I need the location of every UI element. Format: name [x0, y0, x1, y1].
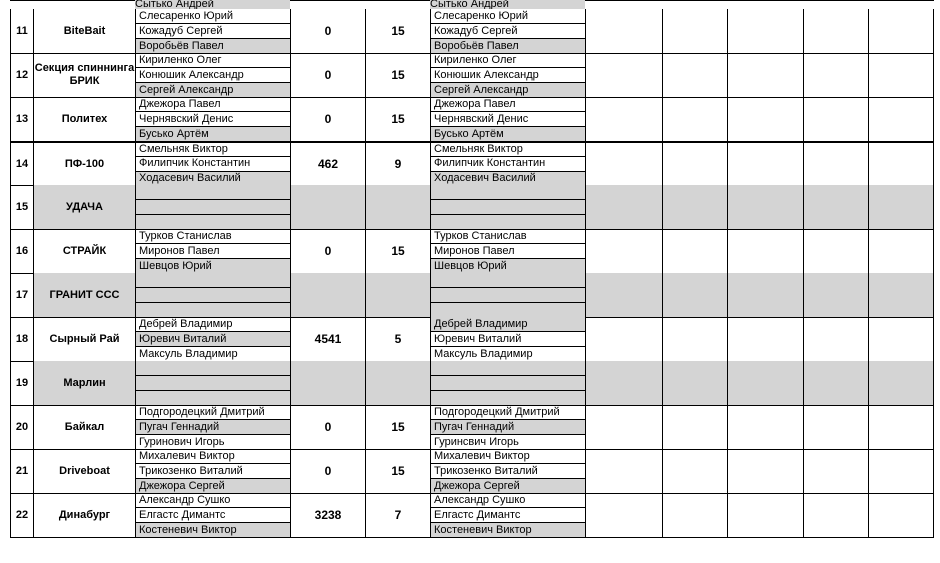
empty-cell: [728, 97, 804, 141]
team-row: [10, 449, 934, 494]
empty-cell: [728, 229, 804, 273]
row-number: 22: [11, 493, 34, 537]
empty-cell: [869, 361, 933, 405]
members-left: [136, 405, 291, 449]
empty-cell: [804, 405, 869, 449]
empty-cell: [663, 53, 728, 97]
row-number: 11: [11, 9, 34, 53]
member-name: Джежора Сергей: [431, 479, 585, 493]
member-name: [431, 215, 585, 229]
members-left: [136, 229, 291, 273]
member-name: Юревич Виталий: [431, 332, 585, 347]
empty-cell: [586, 97, 663, 141]
member-name: Турков Станислав: [431, 229, 585, 244]
member-name: [431, 376, 585, 391]
empty-cell: [728, 9, 804, 53]
member-name: Бусько Артём: [431, 127, 585, 141]
member-name: Елгастс Димантс: [136, 508, 290, 523]
member-name: Воробьёв Павел: [136, 39, 290, 53]
member-name: Ходасевич Василий: [136, 172, 290, 185]
member-name: [431, 361, 585, 376]
team-name: BiteBait: [34, 9, 136, 53]
member-name: Александр Сушко: [136, 493, 290, 508]
empty-cell: [869, 229, 933, 273]
empty-cell: [663, 143, 728, 185]
member-name: [136, 361, 290, 376]
member-name: [136, 391, 290, 405]
member-name: Елгастс Димантс: [431, 508, 585, 523]
member-name: Смельняк Виктор: [136, 143, 290, 157]
member-name: Кожадуб Сергей: [136, 24, 290, 39]
score-value: [291, 185, 366, 229]
team-name: Сырный Рай: [34, 317, 136, 361]
empty-cell: [663, 361, 728, 405]
team-row: [10, 361, 934, 406]
empty-cell: [869, 9, 933, 53]
row-number: 17: [11, 273, 34, 317]
row-number: 18: [11, 317, 34, 361]
members-right: [431, 9, 586, 53]
member-name: [431, 303, 585, 317]
member-name: Чернявский Денис: [136, 112, 290, 127]
member-name: Сергей Александр: [431, 83, 585, 97]
score-value: 3238: [291, 493, 366, 537]
member-name: Гуринович Игорь: [139, 435, 225, 448]
empty-cell: [728, 317, 804, 361]
empty-cell: [586, 405, 663, 449]
member-name: Трикозенко Виталий: [136, 464, 290, 479]
empty-cell: [869, 143, 933, 185]
team-name: ПФ-100: [34, 143, 136, 185]
empty-cell: [804, 9, 869, 53]
empty-cell: [869, 273, 933, 317]
members-left: [136, 9, 291, 53]
score-value: 0: [291, 53, 366, 97]
members-right: [431, 97, 586, 141]
member-name: Чернявский Денис: [431, 112, 585, 127]
team-name: Секция спиннинга БРИК: [34, 53, 136, 97]
member-name: [431, 185, 585, 200]
empty-cell: [869, 53, 933, 97]
empty-cell: [804, 449, 869, 493]
place-value: [366, 273, 431, 317]
empty-cell: [586, 449, 663, 493]
member-name: Бусько Артём: [136, 127, 290, 141]
empty-cell: [728, 53, 804, 97]
team-row: [10, 273, 934, 318]
team-name: УДАЧА: [34, 185, 136, 229]
empty-cell: [663, 273, 728, 317]
member-name: [136, 200, 290, 215]
team-row: [10, 53, 934, 98]
team-row: [10, 317, 934, 362]
place-value: 7: [366, 493, 431, 537]
row-number: 16: [11, 229, 34, 273]
row-number: 13: [11, 97, 34, 141]
score-value: [291, 273, 366, 317]
team-name: Политех: [34, 97, 136, 141]
empty-cell: [728, 143, 804, 185]
empty-cell: [804, 53, 869, 97]
empty-cell: [586, 361, 663, 405]
score-value: 0: [291, 9, 366, 53]
score-value: 4541: [291, 317, 366, 361]
team-row: [10, 405, 934, 450]
team-row: [10, 493, 934, 538]
empty-cell: [869, 405, 933, 449]
members-left: [136, 185, 291, 229]
member-name: Кириленко Олег: [136, 53, 290, 68]
empty-cell: [586, 143, 663, 185]
empty-cell: [728, 405, 804, 449]
place-value: 9: [366, 143, 431, 185]
members-right: [431, 361, 586, 405]
members-right: [431, 405, 586, 449]
empty-cell: [804, 361, 869, 405]
members-right: [431, 273, 586, 317]
member-name: Ходасевич Василий: [431, 172, 585, 185]
members-right: [431, 143, 586, 185]
empty-cell: [663, 493, 728, 537]
team-name: Байкал: [34, 405, 136, 449]
team-row: [10, 97, 934, 142]
member-name: Смельняк Виктор: [431, 143, 585, 157]
team-name: Driveboat: [34, 449, 136, 493]
member-name: Шевцов Юрий: [136, 259, 290, 273]
member-name: Джежора Павел: [431, 97, 585, 112]
member-name: Джежора Сергей: [136, 479, 290, 493]
row-number: 21: [11, 449, 34, 493]
members-right: [431, 185, 586, 229]
row-number: 15: [11, 185, 34, 229]
team-row: [10, 185, 934, 230]
empty-cell: [663, 405, 728, 449]
row-number: 12: [11, 53, 34, 97]
score-value: 0: [291, 97, 366, 141]
empty-cell: [804, 273, 869, 317]
empty-cell: [586, 493, 663, 537]
member-name: Воробьёв Павел: [431, 39, 585, 53]
members-left: [136, 53, 291, 97]
member-name: Костеневич Виктор: [431, 523, 585, 537]
team-row: [10, 141, 934, 186]
member-name: [431, 391, 585, 405]
empty-cell: [804, 143, 869, 185]
empty-cell: [869, 317, 933, 361]
member-name: Джежора Павел: [136, 97, 290, 112]
empty-cell: [663, 9, 728, 53]
partial-name-right: Сытько Андрей: [430, 0, 585, 9]
member-name: Кожадуб Сергей: [431, 24, 585, 39]
member-name: [136, 303, 290, 317]
empty-cell: [869, 185, 933, 229]
member-name: Миронов Павел: [136, 244, 290, 259]
members-left: [136, 493, 291, 537]
partial-name-left: Сытько Андрей: [135, 0, 290, 9]
score-value: 0: [291, 229, 366, 273]
members-right: [431, 229, 586, 273]
empty-cell: [728, 493, 804, 537]
member-name: Турков Станислав: [136, 229, 290, 244]
empty-cell: [663, 229, 728, 273]
member-name: Подгородецкий Дмитрий: [431, 405, 585, 420]
members-right: [431, 317, 586, 361]
place-value: 15: [366, 53, 431, 97]
member-name: Юревич Виталий: [136, 332, 290, 347]
empty-cell: [869, 493, 933, 537]
members-left: [136, 361, 291, 405]
member-name: [431, 288, 585, 303]
member-name: Подгородецкий Дмитрий: [136, 405, 290, 420]
members-right: [431, 449, 586, 493]
member-name: Трикозенко Виталий: [431, 464, 585, 479]
score-value: 0: [291, 449, 366, 493]
members-left: [136, 273, 291, 317]
team-row: [10, 229, 934, 274]
empty-cell: [663, 97, 728, 141]
team-name: Марлин: [34, 361, 136, 405]
empty-cell: [663, 449, 728, 493]
empty-cell: [586, 317, 663, 361]
member-name: Михалевич Виктор: [431, 449, 585, 464]
member-name: Сергей Александр: [136, 83, 290, 97]
empty-cell: [804, 493, 869, 537]
place-value: 15: [366, 449, 431, 493]
member-name: Конюшик Александр: [136, 68, 290, 83]
empty-cell: [586, 9, 663, 53]
member-name: Кириленко Олег: [431, 53, 585, 68]
member-name: [136, 288, 290, 303]
empty-cell: [728, 361, 804, 405]
member-name: Шевцов Юрий: [431, 259, 585, 273]
empty-cell: [728, 185, 804, 229]
place-value: 15: [366, 97, 431, 141]
member-name: Пугач Геннадий: [136, 420, 290, 435]
score-value: [291, 361, 366, 405]
empty-cell: [586, 273, 663, 317]
empty-cell: [804, 317, 869, 361]
member-name: Костеневич Виктор: [136, 523, 290, 537]
member-name: [136, 215, 290, 229]
row-number: 14: [11, 143, 34, 185]
member-name: Филипчик Константин: [136, 157, 290, 171]
empty-cell: [586, 53, 663, 97]
member-name: Максуль Владимир: [139, 347, 238, 360]
member-name: Филипчик Константин: [431, 157, 585, 171]
members-right: [431, 493, 586, 537]
member-name: Максуль Владимир: [434, 347, 533, 360]
row-number: 19: [11, 361, 34, 405]
member-name: [431, 273, 585, 288]
team-row: [10, 9, 934, 54]
member-name: Дебрей Владимир: [431, 317, 585, 332]
member-name: Дебрей Владимир: [136, 317, 290, 332]
member-name: Миронов Павел: [431, 244, 585, 259]
team-name: СТРАЙК: [34, 229, 136, 273]
member-name: [136, 185, 290, 200]
empty-cell: [663, 317, 728, 361]
place-value: 15: [366, 405, 431, 449]
empty-cell: [869, 449, 933, 493]
member-name: Гуринсвич Игорь: [434, 435, 519, 448]
members-left: [136, 143, 291, 185]
member-name: Слесаренко Юрий: [431, 9, 585, 24]
team-name: ГРАНИТ ССС: [34, 273, 136, 317]
empty-cell: [728, 273, 804, 317]
empty-cell: [804, 229, 869, 273]
members-left: [136, 317, 291, 361]
members-left: [136, 97, 291, 141]
member-name: [136, 273, 290, 288]
place-value: [366, 185, 431, 229]
place-value: [366, 361, 431, 405]
score-value: 0: [291, 405, 366, 449]
member-name: Слесаренко Юрий: [136, 9, 290, 24]
empty-cell: [663, 185, 728, 229]
members-right: [431, 53, 586, 97]
empty-cell: [586, 229, 663, 273]
place-value: 15: [366, 9, 431, 53]
row-number: 20: [11, 405, 34, 449]
members-left: [136, 449, 291, 493]
empty-cell: [804, 97, 869, 141]
place-value: 5: [366, 317, 431, 361]
team-name: Динабург: [34, 493, 136, 537]
member-name: Михалевич Виктор: [136, 449, 290, 464]
empty-cell: [728, 449, 804, 493]
member-name: Александр Сушко: [431, 493, 585, 508]
empty-cell: [804, 185, 869, 229]
member-name: [431, 200, 585, 215]
empty-cell: [869, 97, 933, 141]
score-value: 462: [291, 143, 366, 185]
place-value: 15: [366, 229, 431, 273]
empty-cell: [586, 185, 663, 229]
member-name: Конюшик Александр: [431, 68, 585, 83]
member-name: [136, 376, 290, 391]
member-name: Пугач Геннадий: [431, 420, 585, 435]
